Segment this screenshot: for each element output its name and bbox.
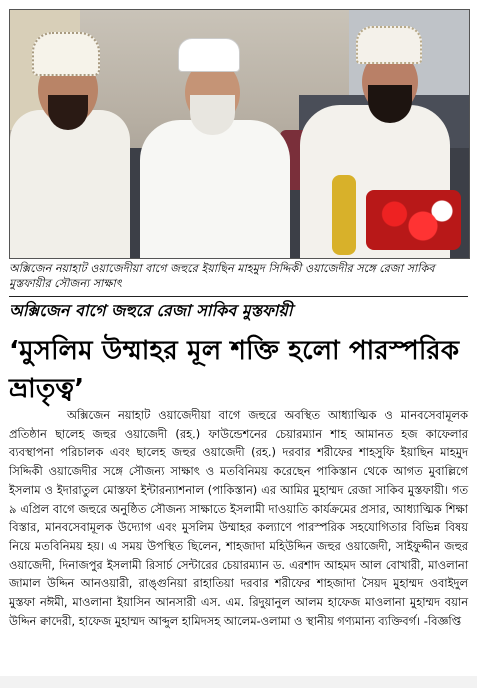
article-body: [9, 406, 468, 630]
news-photo: [9, 9, 470, 259]
page-bottom-edge: [0, 676, 477, 688]
article-paragraph: অক্সিজেন নয়াহাট ওয়াজেদীয়া বাগে জহুরে অবস্থিত আধ্যাত্মিক ও মানবসেবামূলক প্রতিষ্ঠান ছালেহ জহুর ওয়াজেদী (রহ.) ফাউন্ডেশনের চেয়ারম্যান শাহ আমানত হজ কাফেলার ব্যবস্থাপনা পরিচালক এবং ছালেহ জহুর ওয়াজেদী (রহ.) দরবার শরীফের শাহসুফি ইয়াছিন মাহমুদ সিদ্দিকী ওয়াজেদীর সঙ্গে সৌজন্য সাক্ষাৎ ও মতবিনিময় করেছেন পাকিস্তান থেকে আগত মুবাল্লিগে ইসলাম ও ইদারাতুল মোস্তফা ইন্টারন্যাশনাল (পাকিস্তান) এর আমির মুহাম্মদ রেজা সাকিব মুস্তফায়ী। গত ৯ এপ্রিল বাগে জহুরে অনুষ্ঠিত সৌজন্য সাক্ষাতে ইসলামী দাওয়াতি কার্যক্রমের প্রসার, আধ্যাত্মিক শিক্ষা বিস্তার, মানবসেবামূলক উদ্যোগ এবং মুসলিম উম্মাহর কল্যাণে পারস্পরিক সহযোগিতার বিভিন্ন বিষয় নিয়ে মতবিনিময় হয়। এ সময় উপস্থিত ছিলেন, শাহজাদা মহিউদ্দিন জহুর ওয়াজেদী, সাইফুদ্দীন জহুর ওয়াজেদী, দিনাজপুর ইসলামী রিসার্চ সেন্টারের চেয়ারম্যান ড. এরশাদ আহমদ আল বোখারী, মাওলানা জামাল উদ্দিন আনওয়ারী, রাঙ্গুনিয়া রাহাতিয়া দরবার শরীফের শাহজাদা সৈয়দ মুহাম্মদ ওবাইদুল মুস্তফা নঈমী, মাওলানা ইয়াসিন আনসারী এস. এম. রিদুয়ানুল আলম হাফেজ মাওলানা মুহাম্মদ বয়ান উদ্দিন ক্বাদেরী, হাফেজ মুহাম্মদ আব্দুল হামিদসহ আলেম-ওলামা ও স্থানীয় গণ্যমান্য ব্যক্তিবর্গ। -বিজ্ঞপ্তি: [9, 408, 468, 628]
gold-vase: [332, 175, 356, 255]
headline: ‘মুসলিম উম্মাহর মূল শক্তি হলো পারস্পরিক ভ্রাতৃত্ব’: [9, 336, 460, 404]
caption-divider: [9, 296, 468, 297]
flower-bouquet: [366, 190, 461, 250]
photo-caption: অক্সিজেন নয়াহাট ওয়াজেদীয়া বাগে জহুরে ইয়াছিন মাহমুদ সিদ্দিকী ওয়াজেদীর সঙ্গে রেজা সাকিব মুস্তফায়ীর সৌজন্য সাক্ষাৎ: [9, 262, 435, 290]
kicker-line: অক্সিজেন বাগে জহুরে রেজা সাকিব মুস্তফায়ী: [9, 301, 293, 320]
